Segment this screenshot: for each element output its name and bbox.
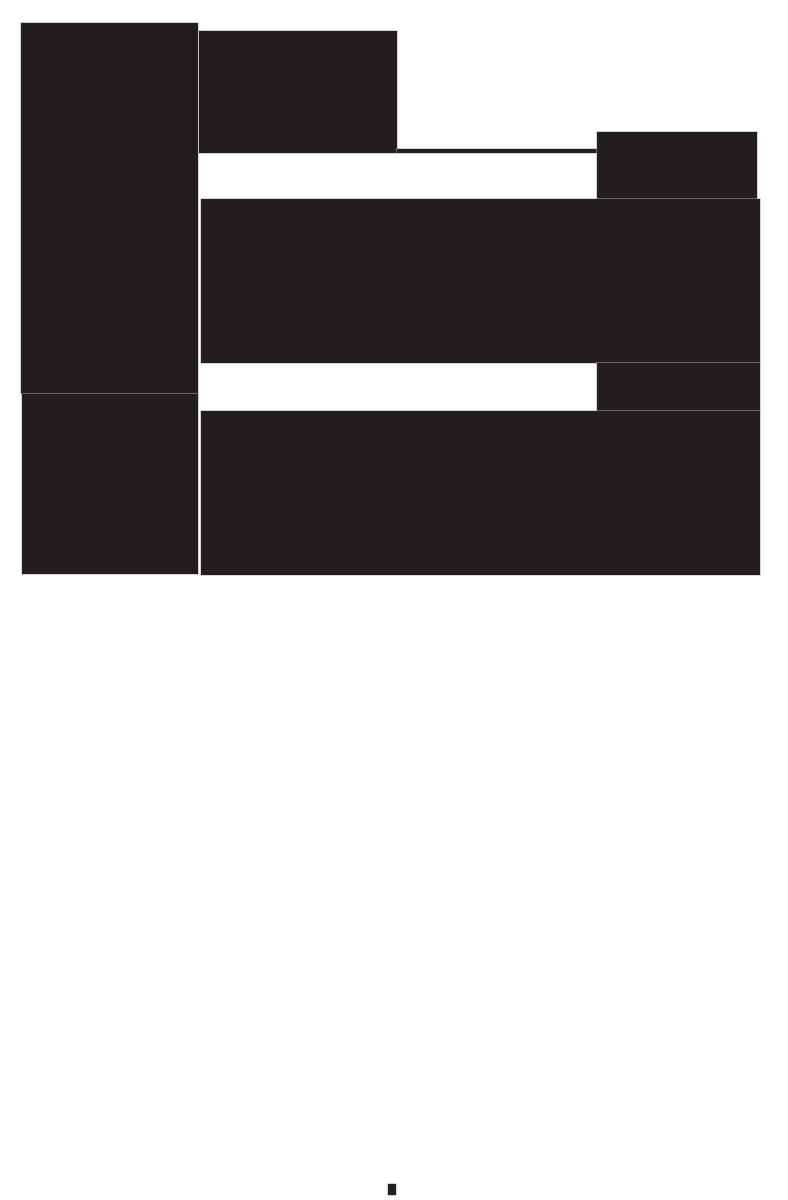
period-dot	[388, 1184, 396, 1195]
right-column-segment	[597, 363, 760, 411]
left-bar-lower-block	[22, 394, 198, 574]
left-bar-upper-block	[21, 23, 199, 395]
lower-band-block	[201, 411, 761, 575]
connector-line	[397, 149, 597, 153]
upper-right-block	[597, 132, 757, 199]
middle-band-block	[201, 199, 761, 363]
top-middle-block	[199, 31, 397, 153]
